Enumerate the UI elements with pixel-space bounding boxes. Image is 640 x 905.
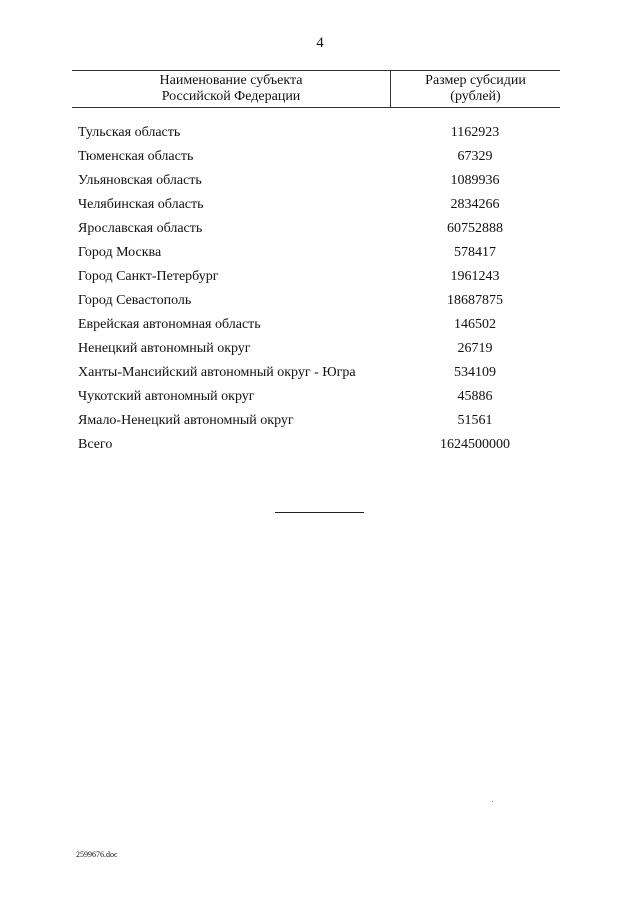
row-subsidy-amount: 51561 <box>457 413 493 428</box>
table-row <box>78 265 560 289</box>
row-subject-name: Ярославская область <box>78 221 203 236</box>
table-row <box>78 193 560 217</box>
scan-speck <box>492 801 493 802</box>
document-file-name: 2599676.doc <box>76 850 118 859</box>
row-subject-name: Ульяновская область <box>78 173 202 188</box>
table-row <box>78 337 560 361</box>
table-row-total <box>78 433 560 457</box>
row-subject-name: Город Санкт-Петербург <box>78 269 219 284</box>
table-row <box>78 145 560 169</box>
header-subsidy-amount <box>391 73 560 105</box>
table-row <box>78 313 560 337</box>
row-subject-name: Чукотский автономный округ <box>78 389 255 404</box>
table-row <box>78 241 560 265</box>
row-subject-name: Ямало-Ненецкий автономный округ <box>78 413 294 428</box>
table-row <box>78 289 560 313</box>
row-subsidy-amount: 146502 <box>454 317 496 332</box>
row-subject-name: Ханты-Мансийский автономный округ - Югра <box>78 365 356 380</box>
header-subject-name <box>72 73 390 105</box>
row-subsidy-amount: 60752888 <box>447 221 503 236</box>
row-subject-name: Ненецкий автономный округ <box>78 341 251 356</box>
table-row <box>78 361 560 385</box>
row-subsidy-amount: 578417 <box>454 245 496 260</box>
table-row <box>78 217 560 241</box>
table-row <box>78 121 560 145</box>
row-subsidy-amount: 67329 <box>457 149 493 164</box>
row-subject-name: Город Москва <box>78 245 162 260</box>
row-total-amount: 1624500000 <box>440 437 510 452</box>
table-row <box>78 409 560 433</box>
row-subsidy-amount: 1162923 <box>450 125 500 140</box>
row-subsidy-amount: 26719 <box>457 341 493 356</box>
row-subsidy-amount: 534109 <box>454 365 496 380</box>
page-number: 4 <box>316 35 324 51</box>
table-row <box>78 385 560 409</box>
row-subsidy-amount: 45886 <box>457 389 493 404</box>
row-subject-name: Тульская область <box>78 125 181 140</box>
table-body <box>78 121 560 457</box>
end-of-table-rule <box>275 512 364 513</box>
header-subsidy-amount-text: Размер субсидии (рублей) <box>425 73 526 104</box>
row-subsidy-amount: 1961243 <box>450 269 500 284</box>
row-total-label: Всего <box>78 437 113 452</box>
row-subject-name: Город Севастополь <box>78 293 192 308</box>
row-subject-name: Еврейская автономная область <box>78 317 261 332</box>
table-header <box>72 70 560 108</box>
row-subject-name: Челябинская область <box>78 197 204 212</box>
row-subject-name: Тюменская область <box>78 149 194 164</box>
row-subsidy-amount: 18687875 <box>447 293 503 308</box>
table-row <box>78 169 560 193</box>
row-subsidy-amount: 1089936 <box>450 173 500 188</box>
row-subsidy-amount: 2834266 <box>450 197 500 212</box>
header-subject-name-text: Наименование субъекта Российской Федерации <box>159 73 303 104</box>
